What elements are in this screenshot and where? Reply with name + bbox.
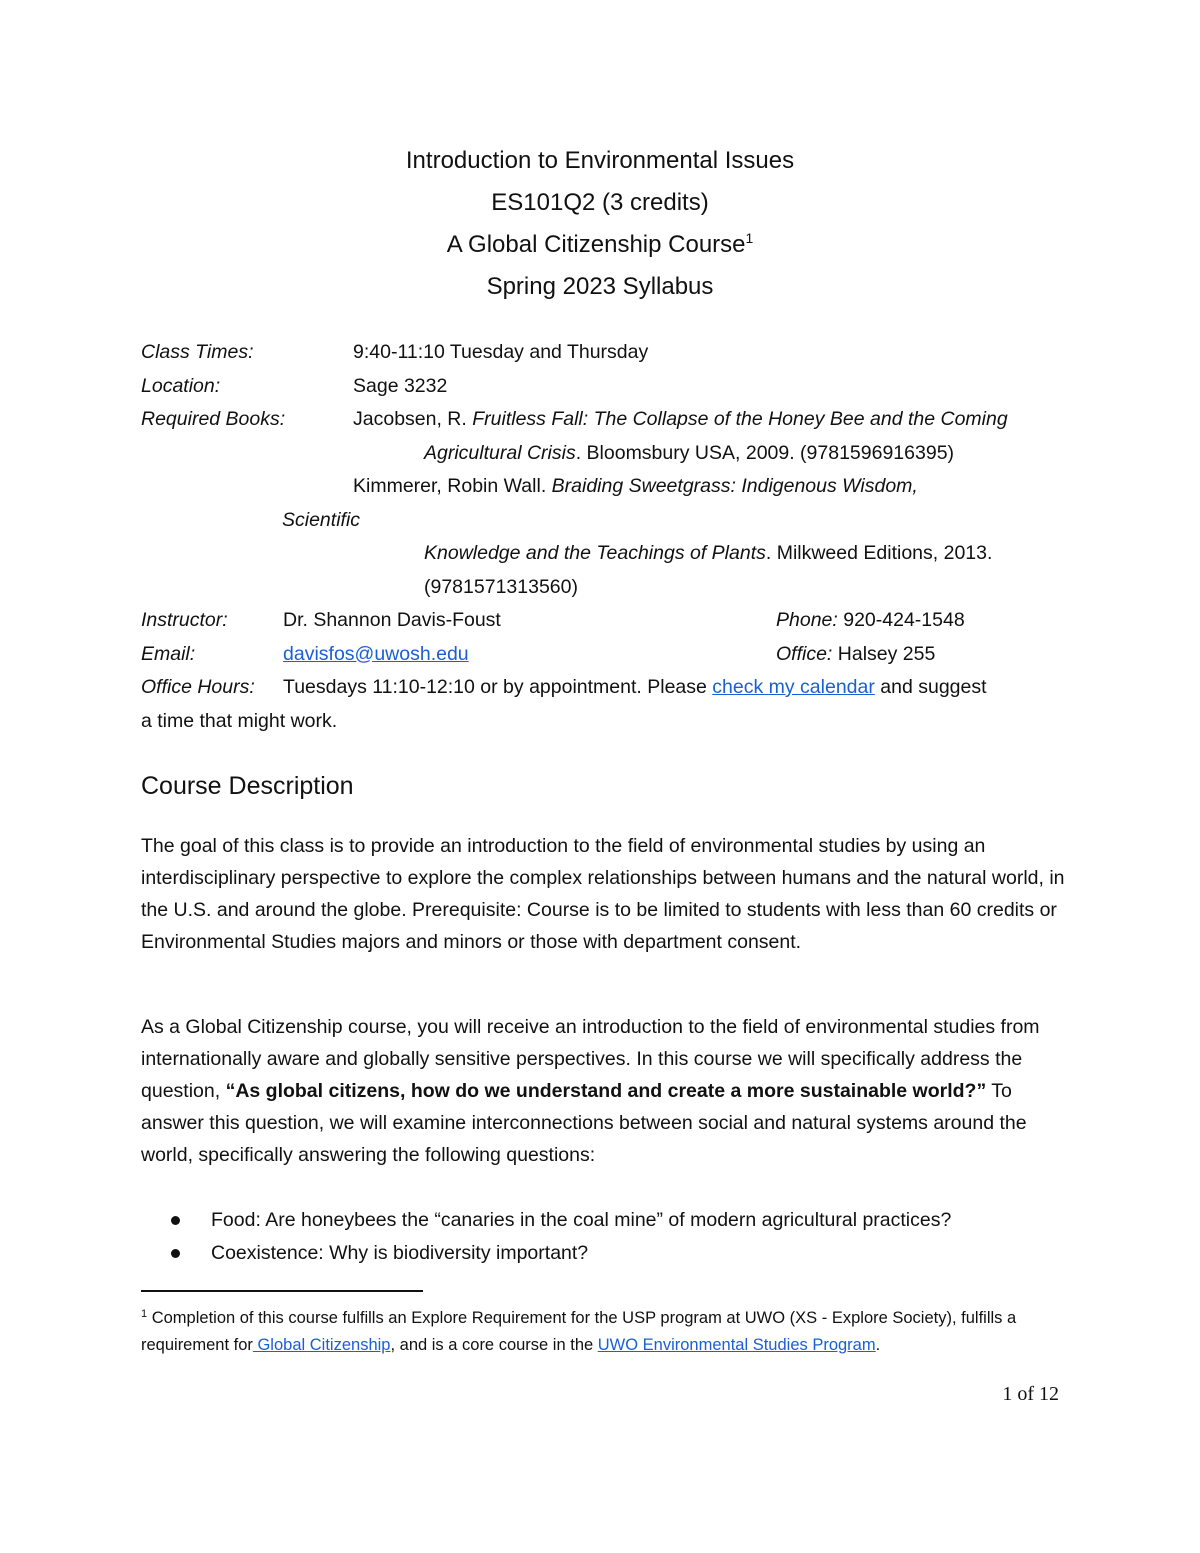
course-type: A Global Citizenship Course$^1$	[446, 230, 754, 258]
page-number: 1 of 12	[1002, 1383, 1059, 1405]
office-hours-value: Tuesdays 11:10-12:10 or by appointment. Please check my calendar and suggest	[283, 676, 987, 698]
class-times-label: Class Times:	[141, 341, 254, 363]
question-list	[141, 1204, 1071, 1270]
description-paragraph-2: As a Global Citizenship course, you will receive an introduction to the field of environmental studies from internationally aware and globally sensitive perspectives. In this course we will specifically address the question, “As global citizens, how do we understand and create a more sustainable world?” To answer this question, we will examine interconnections between social and natural systems around the world, specifically answering the following questions:	[141, 1016, 1040, 1166]
office-hours-continued: a time that might work.	[141, 709, 338, 732]
book1-line2: Agricultural Crisis. Bloomsbury USA, 2009. (9781596916395)	[424, 441, 955, 464]
course-description-heading: Course Description	[141, 772, 354, 800]
email-link[interactable]: davisfos@uwosh.edu	[283, 642, 469, 665]
course-info	[141, 336, 1071, 738]
list-item: Food: Are honeybees the “canaries in the coal mine” of modern agricultural practices?	[141, 1204, 1071, 1237]
bullet-icon	[171, 1249, 180, 1258]
book2-isbn: (9781571313560)	[424, 575, 578, 598]
environmental-studies-link[interactable]: UWO Environmental Studies Program	[597, 1336, 876, 1354]
location-label: Location:	[141, 374, 221, 397]
course-title: Introduction to Environmental Issues	[405, 147, 795, 174]
office-field: Office: Halsey 255	[776, 642, 936, 665]
global-citizenship-link[interactable]: Global Citizenship	[252, 1336, 391, 1354]
book2-line1: Kimmerer, Robin Wall. Braiding Sweetgrass: Indigenous Wisdom,	[353, 475, 918, 497]
footnote-ref[interactable]: 1	[745, 230, 754, 246]
location-value: Sage 3232	[353, 374, 448, 397]
footnote-divider	[141, 1290, 423, 1292]
course-code: ES101Q2 (3 credits)	[491, 189, 709, 216]
calendar-link[interactable]: check my calendar	[712, 676, 875, 698]
instructor-value: Dr. Shannon Davis-Foust	[283, 609, 501, 631]
term-title: Spring 2023 Syllabus	[486, 273, 714, 300]
book2-line2: Knowledge and the Teachings of Plants. Milkweed Editions, 2013.	[424, 542, 993, 564]
books-label: Required Books:	[141, 408, 286, 430]
title-block	[0, 140, 1200, 308]
list-item: Coexistence: Why is biodiversity important?	[141, 1237, 1071, 1270]
description-paragraph-1: The goal of this class is to provide an introduction to the field of environmental studies by using an interdisciplinary perspective to explore the complex relationships between humans and the natural world, in the U.S. and around the globe. Prerequisite: Course is to be limited to students with less than 60 credits or Environmental Studies majors and minors or those with department consent.	[141, 835, 1065, 953]
office-hours-label: Office Hours:	[141, 676, 255, 698]
book2-wrap: Scientific	[282, 508, 361, 531]
instructor-label: Instructor:	[141, 609, 228, 631]
class-times-value: 9:40-11:10 Tuesday and Thursday	[353, 341, 649, 363]
bullet-icon	[171, 1216, 180, 1225]
footnote: $^1$ Completion of this course fulfills an Explore Requirement for the USP program at UWO (XS - Explore Society), fulfills a requirement for Global Citizenship, and is a core course in the UWO Environmental Studies Program.	[141, 1308, 1017, 1354]
book1-line1: Jacobsen, R. Fruitless Fall: The Collapse of the Honey Bee and the Coming	[353, 408, 1008, 430]
phone-field: Phone: 920-424-1548	[776, 609, 965, 631]
email-label: Email:	[141, 642, 196, 665]
